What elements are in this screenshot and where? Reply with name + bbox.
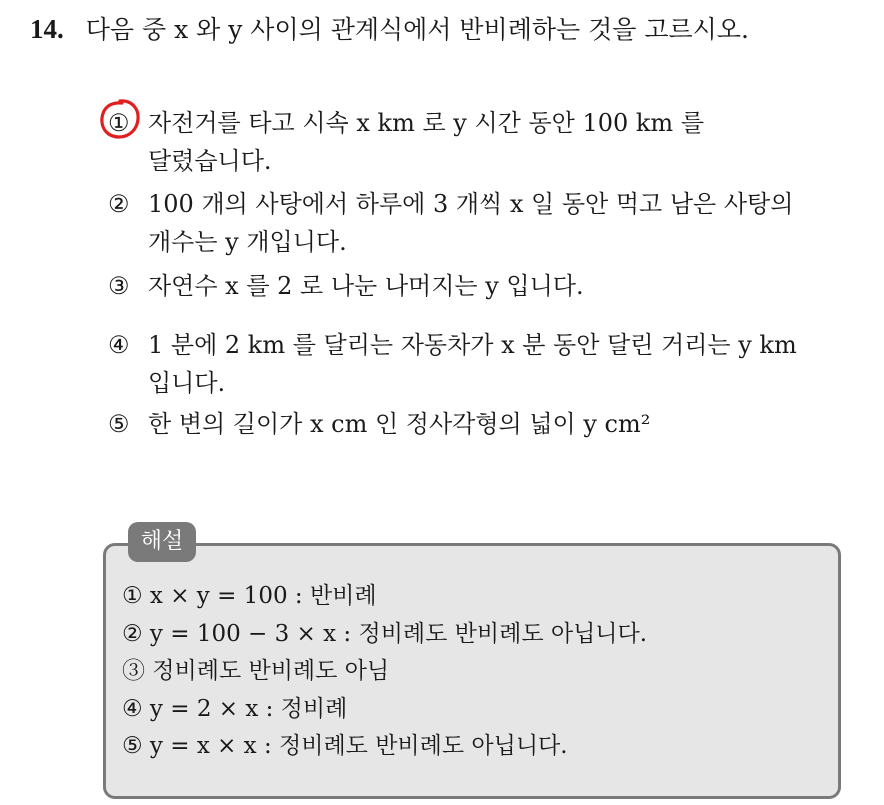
solution-line-4: ④ y = 2 × x : 정비례 — [122, 695, 348, 722]
choice-1-text: 자전거를 타고 시속 x km 로 y 시간 동안 100 km 를 — [148, 109, 704, 137]
choice-4[interactable] — [108, 326, 797, 402]
question-header — [30, 12, 749, 47]
choice-4-text-cont: 입니다. — [148, 369, 226, 397]
choice-1-text-cont: 달렸습니다. — [148, 147, 272, 175]
question-prompt: 다음 중 x 와 y 사이의 관계식에서 반비례하는 것을 고르시오. — [85, 15, 749, 44]
choice-2-text-cont: 개수는 y 개입니다. — [148, 228, 347, 256]
choice-5[interactable] — [108, 405, 650, 443]
choice-5-text: 한 변의 길이가 x cm 인 정사각형의 넓이 y cm² — [148, 410, 651, 438]
solution-lines — [122, 578, 647, 766]
choice-2-marker: ② — [108, 190, 130, 218]
choice-5-marker: ⑤ — [108, 410, 130, 438]
question-number: 14. — [30, 14, 64, 44]
choice-3-text: 자연수 x 를 2 로 나눈 나머지는 y 입니다. — [148, 272, 584, 300]
choice-1-marker: ① — [108, 109, 130, 137]
choice-3-marker: ③ — [108, 272, 130, 300]
solution-line-3: ③ 정비례도 반비례도 아님 — [122, 658, 390, 684]
solution-line-2: ② y = 100 − 3 × x : 정비례도 반비례도 아닙니다. — [122, 620, 648, 647]
solution-line-5: ⑤ y = x × x : 정비례도 반비례도 아닙니다. — [122, 733, 568, 759]
solution-line-1: ① x × y = 100 : 반비례 — [122, 583, 377, 609]
choice-1[interactable] — [108, 104, 704, 180]
choice-2[interactable] — [108, 185, 793, 261]
choice-4-marker: ④ — [108, 331, 130, 359]
solution-tab: 해설 — [128, 522, 196, 562]
choice-2-text: 100 개의 사탕에서 하루에 3 개씩 x 일 동안 먹고 남은 사탕의 — [148, 190, 794, 218]
choice-4-text: 1 분에 2 km 를 달리는 자동차가 x 분 동안 달린 거리는 y km — [148, 331, 797, 359]
choice-3[interactable] — [108, 267, 584, 305]
